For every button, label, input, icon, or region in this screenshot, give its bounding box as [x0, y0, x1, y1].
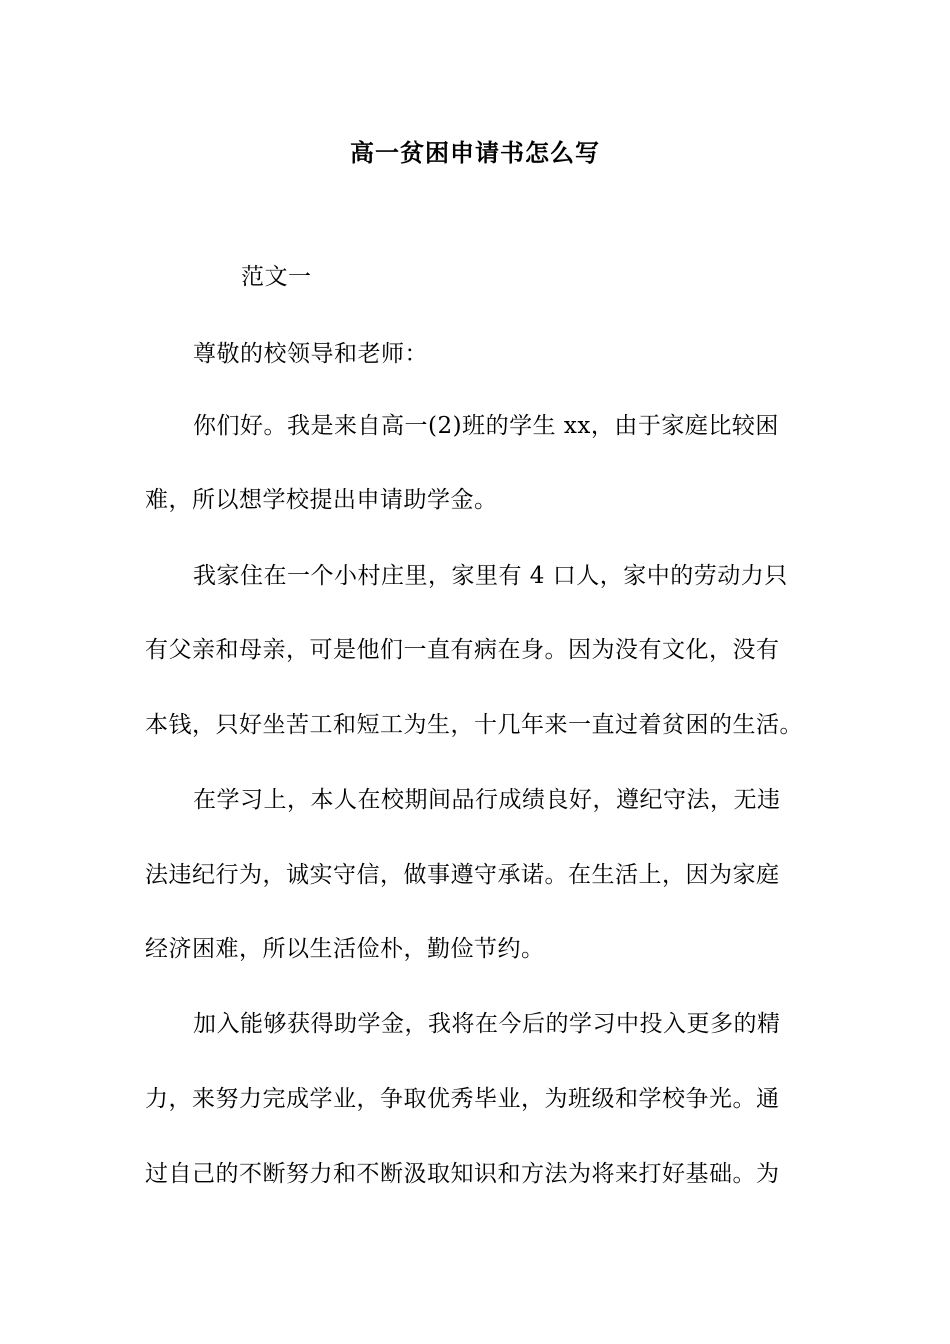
paragraph-line: 经济困难，所以生活俭朴，勤俭节约。: [145, 936, 545, 962]
paragraph-line: 难，所以想学校提出申请助学金。: [145, 487, 498, 513]
paragraph-line: 力，来努力完成学业，争取优秀毕业，为班级和学校争光。通: [145, 1086, 780, 1112]
paragraph-line: 你们好。我是来自高一(2)班的学生 xx，由于家庭比较困: [193, 413, 779, 439]
paragraph-line: 有父亲和母亲，可是他们一直有病在身。因为没有文化，没有: [145, 637, 780, 663]
paragraph-line: 本钱，只好坐苦工和短工为生，十几年来一直过着贫困的生活。: [145, 712, 803, 738]
paragraph-line: 加入能够获得助学金，我将在今后的学习中投入更多的精: [193, 1011, 781, 1037]
paragraph-line: 我家住在一个小村庄里，家里有 4 口人，家中的劳动力只: [193, 563, 788, 589]
paragraph-line: 过自己的不断努力和不断汲取知识和方法为将来打好基础。为: [145, 1161, 780, 1187]
salutation: 尊敬的校领导和老师：: [193, 341, 428, 367]
paragraph-line: 在学习上，本人在校期间品行成绩良好，遵纪守法，无违: [193, 787, 781, 813]
paragraph-line: 法违纪行为，诚实守信，做事遵守承诺。在生活上，因为家庭: [145, 862, 780, 888]
document-title: 高一贫困申请书怎么写: [350, 138, 600, 167]
sample-heading: 范文一: [241, 264, 312, 290]
